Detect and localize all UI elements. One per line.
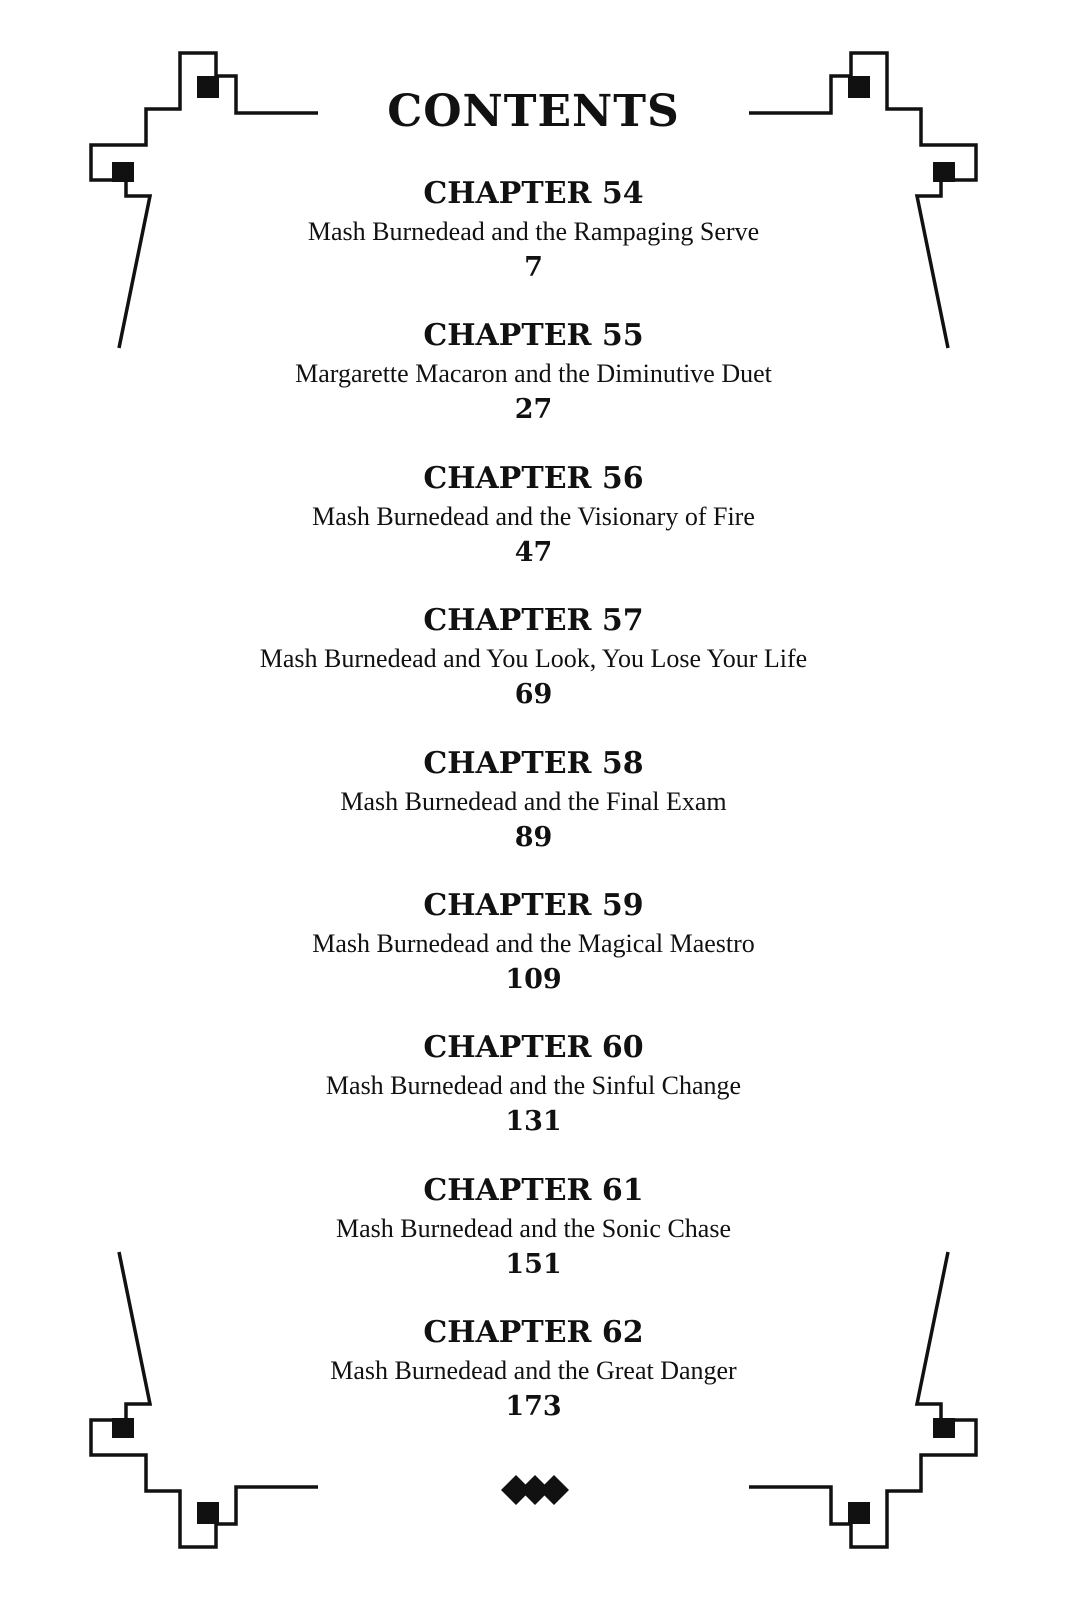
toc-entry-55[interactable]	[0, 318, 1067, 460]
chapter-title: Mash Burnedead and the Final Exam	[340, 786, 727, 816]
three-diamonds-icon	[501, 1475, 569, 1505]
page-number: 7	[524, 252, 543, 283]
chapter-title: Mash Burnedead and the Visionary of Fire	[312, 501, 755, 531]
toc-entry-58[interactable]	[0, 746, 1067, 888]
chapter-title: Mash Burnedead and the Sinful Change	[325, 1071, 742, 1101]
page-number: 47	[514, 536, 553, 568]
page-number: 173	[505, 1391, 562, 1423]
toc-entry-59[interactable]	[0, 888, 1067, 1030]
chapter-number: CHAPTER 59	[423, 887, 644, 923]
chapter-number: CHAPTER 56	[423, 460, 644, 496]
chapter-number: CHAPTER 60	[423, 1030, 644, 1066]
page-number: 109	[505, 963, 562, 995]
toc-entry-54[interactable]	[0, 176, 1067, 318]
chapter-number: CHAPTER 57	[423, 603, 644, 639]
chapter-title: Mash Burnedead and the Great Danger	[330, 1356, 737, 1386]
chapter-number: CHAPTER 62	[423, 1315, 644, 1351]
page-number: 151	[505, 1248, 562, 1280]
toc-entry-56[interactable]	[0, 461, 1067, 603]
chapter-title: Mash Burnedead and the Sonic Chase	[336, 1213, 731, 1243]
chapter-number: CHAPTER 54	[423, 176, 644, 211]
page-number: 89	[514, 821, 553, 853]
toc-entry-61[interactable]	[0, 1173, 1067, 1315]
chapter-number: CHAPTER 55	[423, 318, 644, 354]
table-of-contents	[0, 176, 1067, 1458]
chapter-title: Mash Burnedead and You Look, You Lose Your Life	[259, 644, 808, 674]
page-title: CONTENTS	[387, 86, 680, 137]
chapter-title: Margarette Macaron and the Diminutive Duet	[295, 359, 772, 389]
toc-entry-57[interactable]	[0, 603, 1067, 745]
page-number: 69	[514, 679, 553, 711]
toc-entry-62[interactable]	[0, 1315, 1067, 1457]
chapter-title: Mash Burnedead and the Magical Maestro	[312, 928, 755, 958]
toc-entry-60[interactable]	[0, 1030, 1067, 1172]
page-number: 27	[514, 394, 553, 426]
chapter-title: Mash Burnedead and the Rampaging Serve	[307, 217, 760, 246]
page-number: 131	[505, 1106, 562, 1138]
chapter-number: CHAPTER 58	[423, 745, 644, 781]
chapter-number: CHAPTER 61	[423, 1172, 644, 1208]
